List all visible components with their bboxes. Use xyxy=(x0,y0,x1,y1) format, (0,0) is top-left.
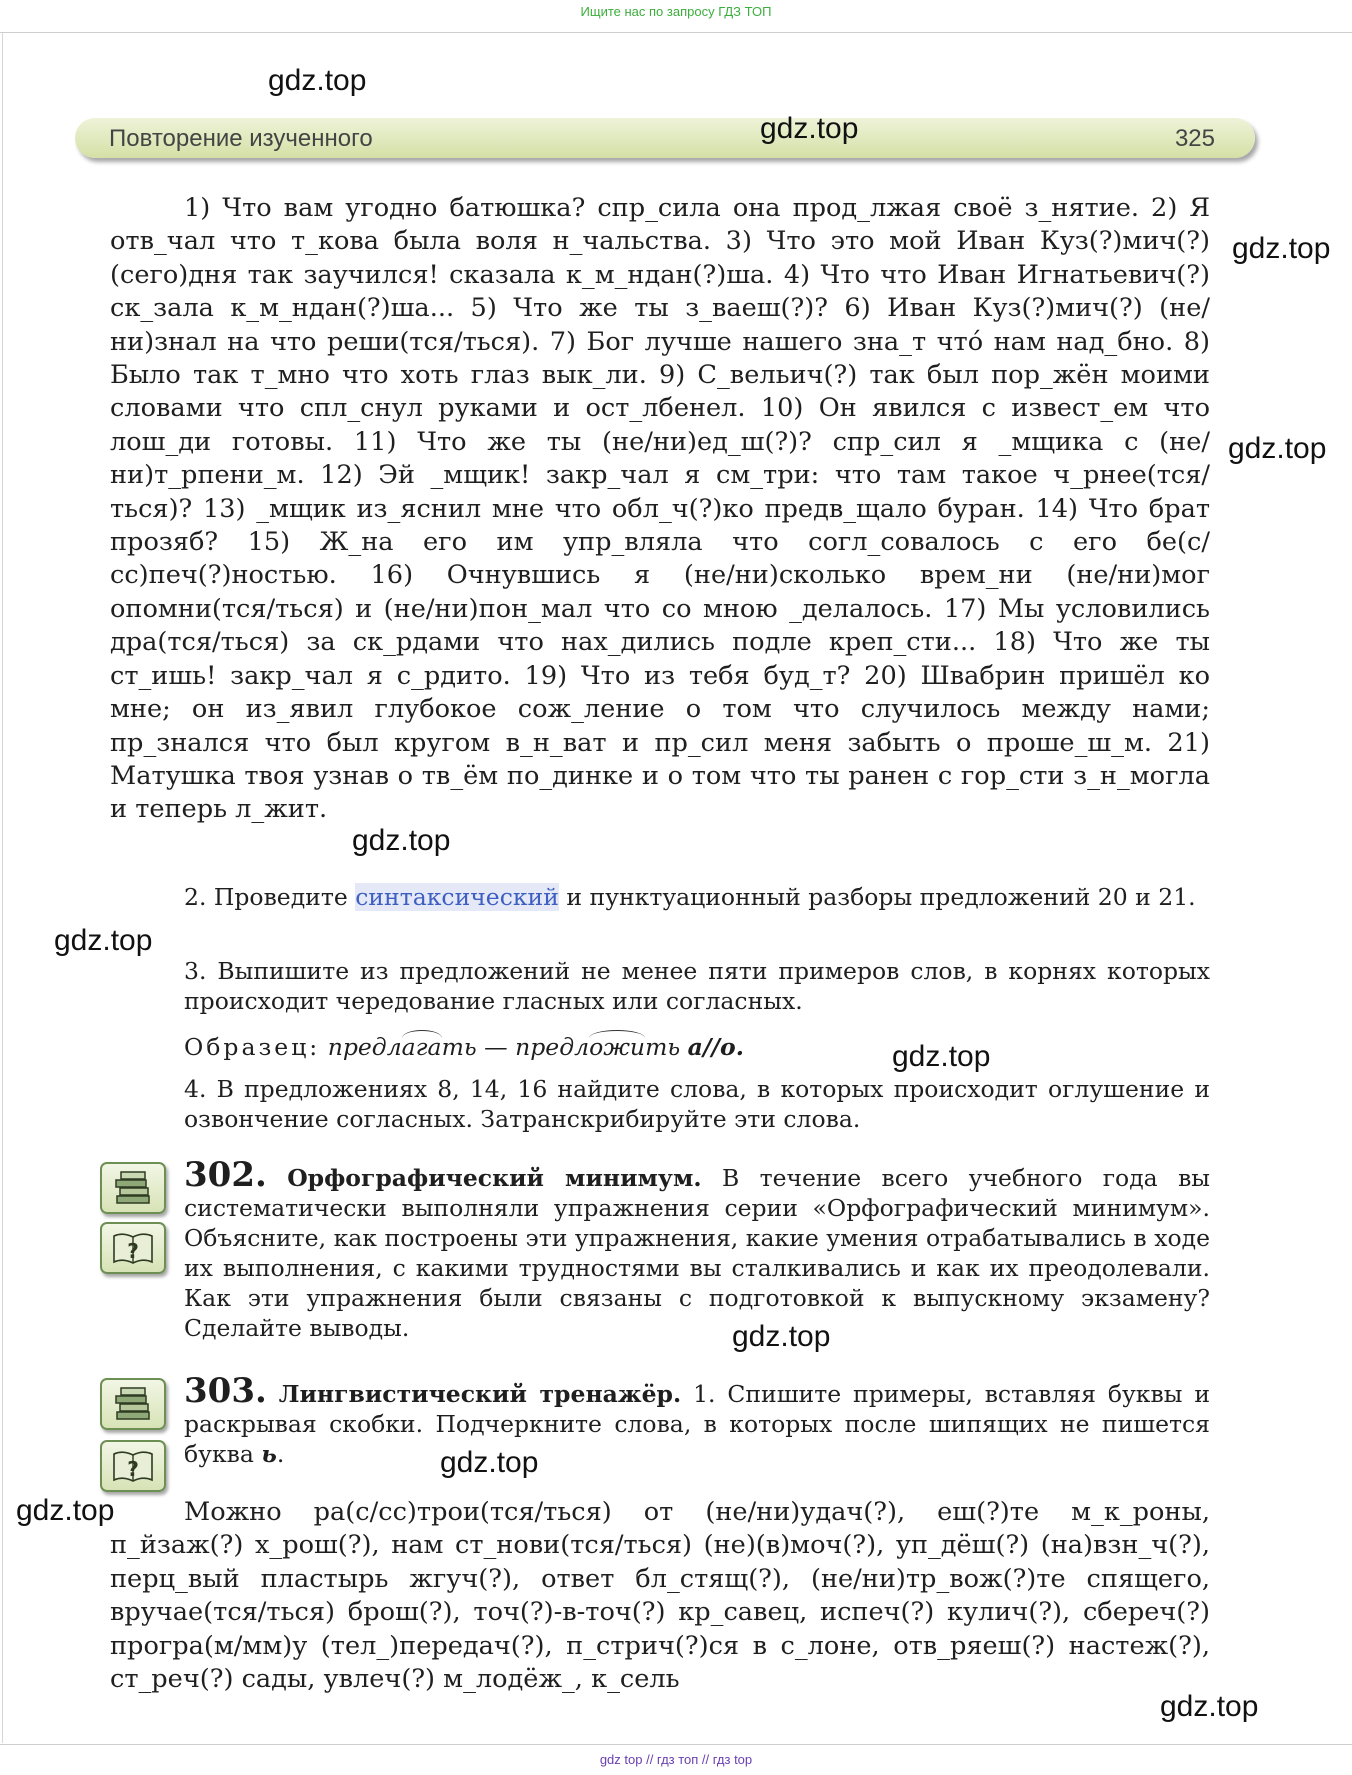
section-title: Повторение изученного xyxy=(109,125,373,152)
page-number: 325 xyxy=(1174,125,1215,152)
sample-word-2-end: ть xyxy=(645,1033,681,1061)
svg-text:?: ? xyxy=(127,1239,139,1263)
watermark: gdz.top xyxy=(440,1446,539,1479)
svg-text:?: ? xyxy=(127,1457,139,1481)
books-icon-graphic xyxy=(111,1384,155,1424)
watermark: gdz.top xyxy=(268,64,367,97)
watermark: gdz.top xyxy=(1228,432,1327,465)
watermark: gdz.top xyxy=(1232,232,1331,265)
books-icon xyxy=(100,1162,166,1214)
section-header xyxy=(75,118,1255,158)
watermark: gdz.top xyxy=(892,1040,991,1073)
exercise-303-text-end: . xyxy=(276,1440,285,1468)
question-book-icon xyxy=(100,1222,166,1274)
top-banner: Ищите нас по запросу ГДЗ ТОП xyxy=(580,4,772,19)
sample-label: Образец: xyxy=(184,1033,321,1061)
root-arc-1: ага xyxy=(402,1030,442,1062)
watermark: gdz.top xyxy=(760,112,859,145)
sample-word-1-start: предл xyxy=(327,1033,402,1061)
watermark: gdz.top xyxy=(16,1494,115,1527)
exercise-303-number: 303. xyxy=(184,1371,267,1411)
sample-word-1-end: ть xyxy=(441,1033,477,1061)
sample-line xyxy=(184,1030,1210,1062)
task-2-text-end: и пунктуационный разборы предложений 20 и 21. xyxy=(558,883,1196,911)
books-icon xyxy=(100,1378,166,1430)
sample-word-2-start: предл xyxy=(515,1033,590,1061)
task-2-text: 2. Проведите xyxy=(184,883,356,911)
task-3: 3. Выпишите из предложений не менее пяти примеров слов, в корнях которых происходит чередование гласных или согласных. xyxy=(184,957,1210,1015)
question-book-icon-graphic xyxy=(111,1228,155,1268)
syntax-link[interactable]: синтаксический xyxy=(355,883,559,911)
watermark: gdz.top xyxy=(1160,1690,1259,1723)
exercise-303-text: 1. Спишите примеры, вставляя буквы и раскрывая скобки. Подчеркните слова, в которых после шипящих не пишется буква xyxy=(184,1380,1210,1468)
watermark: gdz.top xyxy=(54,924,153,957)
exercise-303-examples: Можно ра(с/сс)трои(тся/ться) от (не/ни)удач(?), еш(?)те м_к_роны, п_йзаж(?) х_рош(?), нам ст_нови(тся/ться) (не)(в)моч(?), уп_дёш(?) (на)взн_ч(?), перц_вый пластырь жгуч(?), ответ бл_стящ(?), (не/ни)тр_вож(?)те спящего, вручае(тся/ться) брош(?), точ(?)-в-точ(?) кр_савец, испеч(?) кулич(?), сбереч(?) програ(м/мм)у (тел_)передач(?), п_стрич(?)ся в с_лоне, отв_ряеш(?) настеж(?), ст_реч(?) сады, увлеч(?) м_лодёж_, к_сель xyxy=(110,1497,1210,1695)
task-2 xyxy=(184,882,1210,912)
exercise-302-title: Орфографический минимум. xyxy=(287,1164,702,1192)
left-divider xyxy=(2,33,3,1743)
sample-dash: — xyxy=(476,1033,516,1061)
bottom-divider xyxy=(0,1744,1352,1745)
exercise-303 xyxy=(184,1371,1210,1469)
bottom-banner: gdz top // гдз топ // гдз top xyxy=(599,1752,753,1767)
question-book-icon-graphic xyxy=(111,1446,155,1486)
sample-alternation: а//о. xyxy=(687,1033,744,1061)
exercise-303-title: Лингвистический тренажёр. xyxy=(278,1380,682,1408)
soft-sign-letter: ь xyxy=(261,1440,277,1468)
watermark: gdz.top xyxy=(732,1320,831,1353)
watermark: gdz.top xyxy=(352,824,451,857)
exercise-302-text: В течение всего учебного года вы систематически выполняли упражнения серии «Орфографический минимум». Объясните, как построены эти упражнения, какие умения отрабатывались в ходе их выполнения, с какими трудностями вы сталкивались и как их преодолевали. Как эти упражнения были связаны с подготовкой к выпускному экзамену? Сделайте выводы. xyxy=(184,1164,1210,1342)
exercise-302 xyxy=(184,1155,1210,1343)
sample-word-1 xyxy=(328,1033,477,1061)
question-book-icon xyxy=(100,1440,166,1492)
exercise-text: 1) Что вам угодно батюшка? спр_сила она прод_лжая своё з_нятие. 2) Я отв_чал что т_кова была воля н_чальства. 3) Что это мой Иван Куз(?)мич(?) (сего)дня так заучился! сказала к_м_ндан(?)ша. 4) Что что Иван Игнатьевич(?) ск_зала к_м_ндан(?)ша... 5) Что же ты з_ваеш(?)? 6) Иван Куз(?)мич(?) (не/ни)знал на что реши(тся/ться). 7) Бог лучше нашего зна_т что́ нам над_бно. 8) Было так т_мно что хоть глаз вык_ли. 9) С_вельич(?) так был пор_жён моими словами что спл_снул руками и ост_лбенел. 10) Он явился с извест_ем что лош_ди готовы. 11) Что же ты (не/ни)ед_ш(?)? спр_сил я _мщика с (не/ни)т_рпени_м. 12) Эй _мщик! закр_чал я см_три: что там такое ч_рнее(тся/ться)? 13) _мщик из_яснил мне что обл_ч(?)ко предв_щало буран. 14) Что брат прозяб? 15) Ж_на его им упр_вляла что согл_совалось с его бе(с/сс)печ(?)ностью. 16) Очнувшись я (не/ни)сколько врем_ни (не/ни)мог опомни(тся/ться) и (не/ни)пон_мал что со мною _делалось. 17) Мы условились дра(тся/ться) за ск_рдами что нах_дились подле креп_сти... 18) Что же ты ст_ишь! закр_чал я с_рдито. 19) Что из тебя буд_т? 20) Швабрин пришёл ко мне; он из_явил глубокое сож_ление о том что случилось между нами; пр_знался что был кругом в_н_ват и пр_сил меня забыть о проше_ш_м. 21) Матушка твоя узнав о тв_ём по_динке и о том что ты ранен с гор_сти з_н_могла и теперь л_жит. xyxy=(110,193,1210,825)
sample-word-2 xyxy=(515,1033,680,1061)
top-divider xyxy=(0,32,1352,33)
root-arc-2: ожи xyxy=(589,1030,645,1062)
exercise-302-number: 302. xyxy=(184,1155,267,1195)
task-4: 4. В предложениях 8, 14, 16 найдите слова, в которых происходит оглушение и озвончение согласных. Затранскрибируйте эти слова. xyxy=(184,1075,1210,1133)
books-icon-graphic xyxy=(111,1168,155,1208)
